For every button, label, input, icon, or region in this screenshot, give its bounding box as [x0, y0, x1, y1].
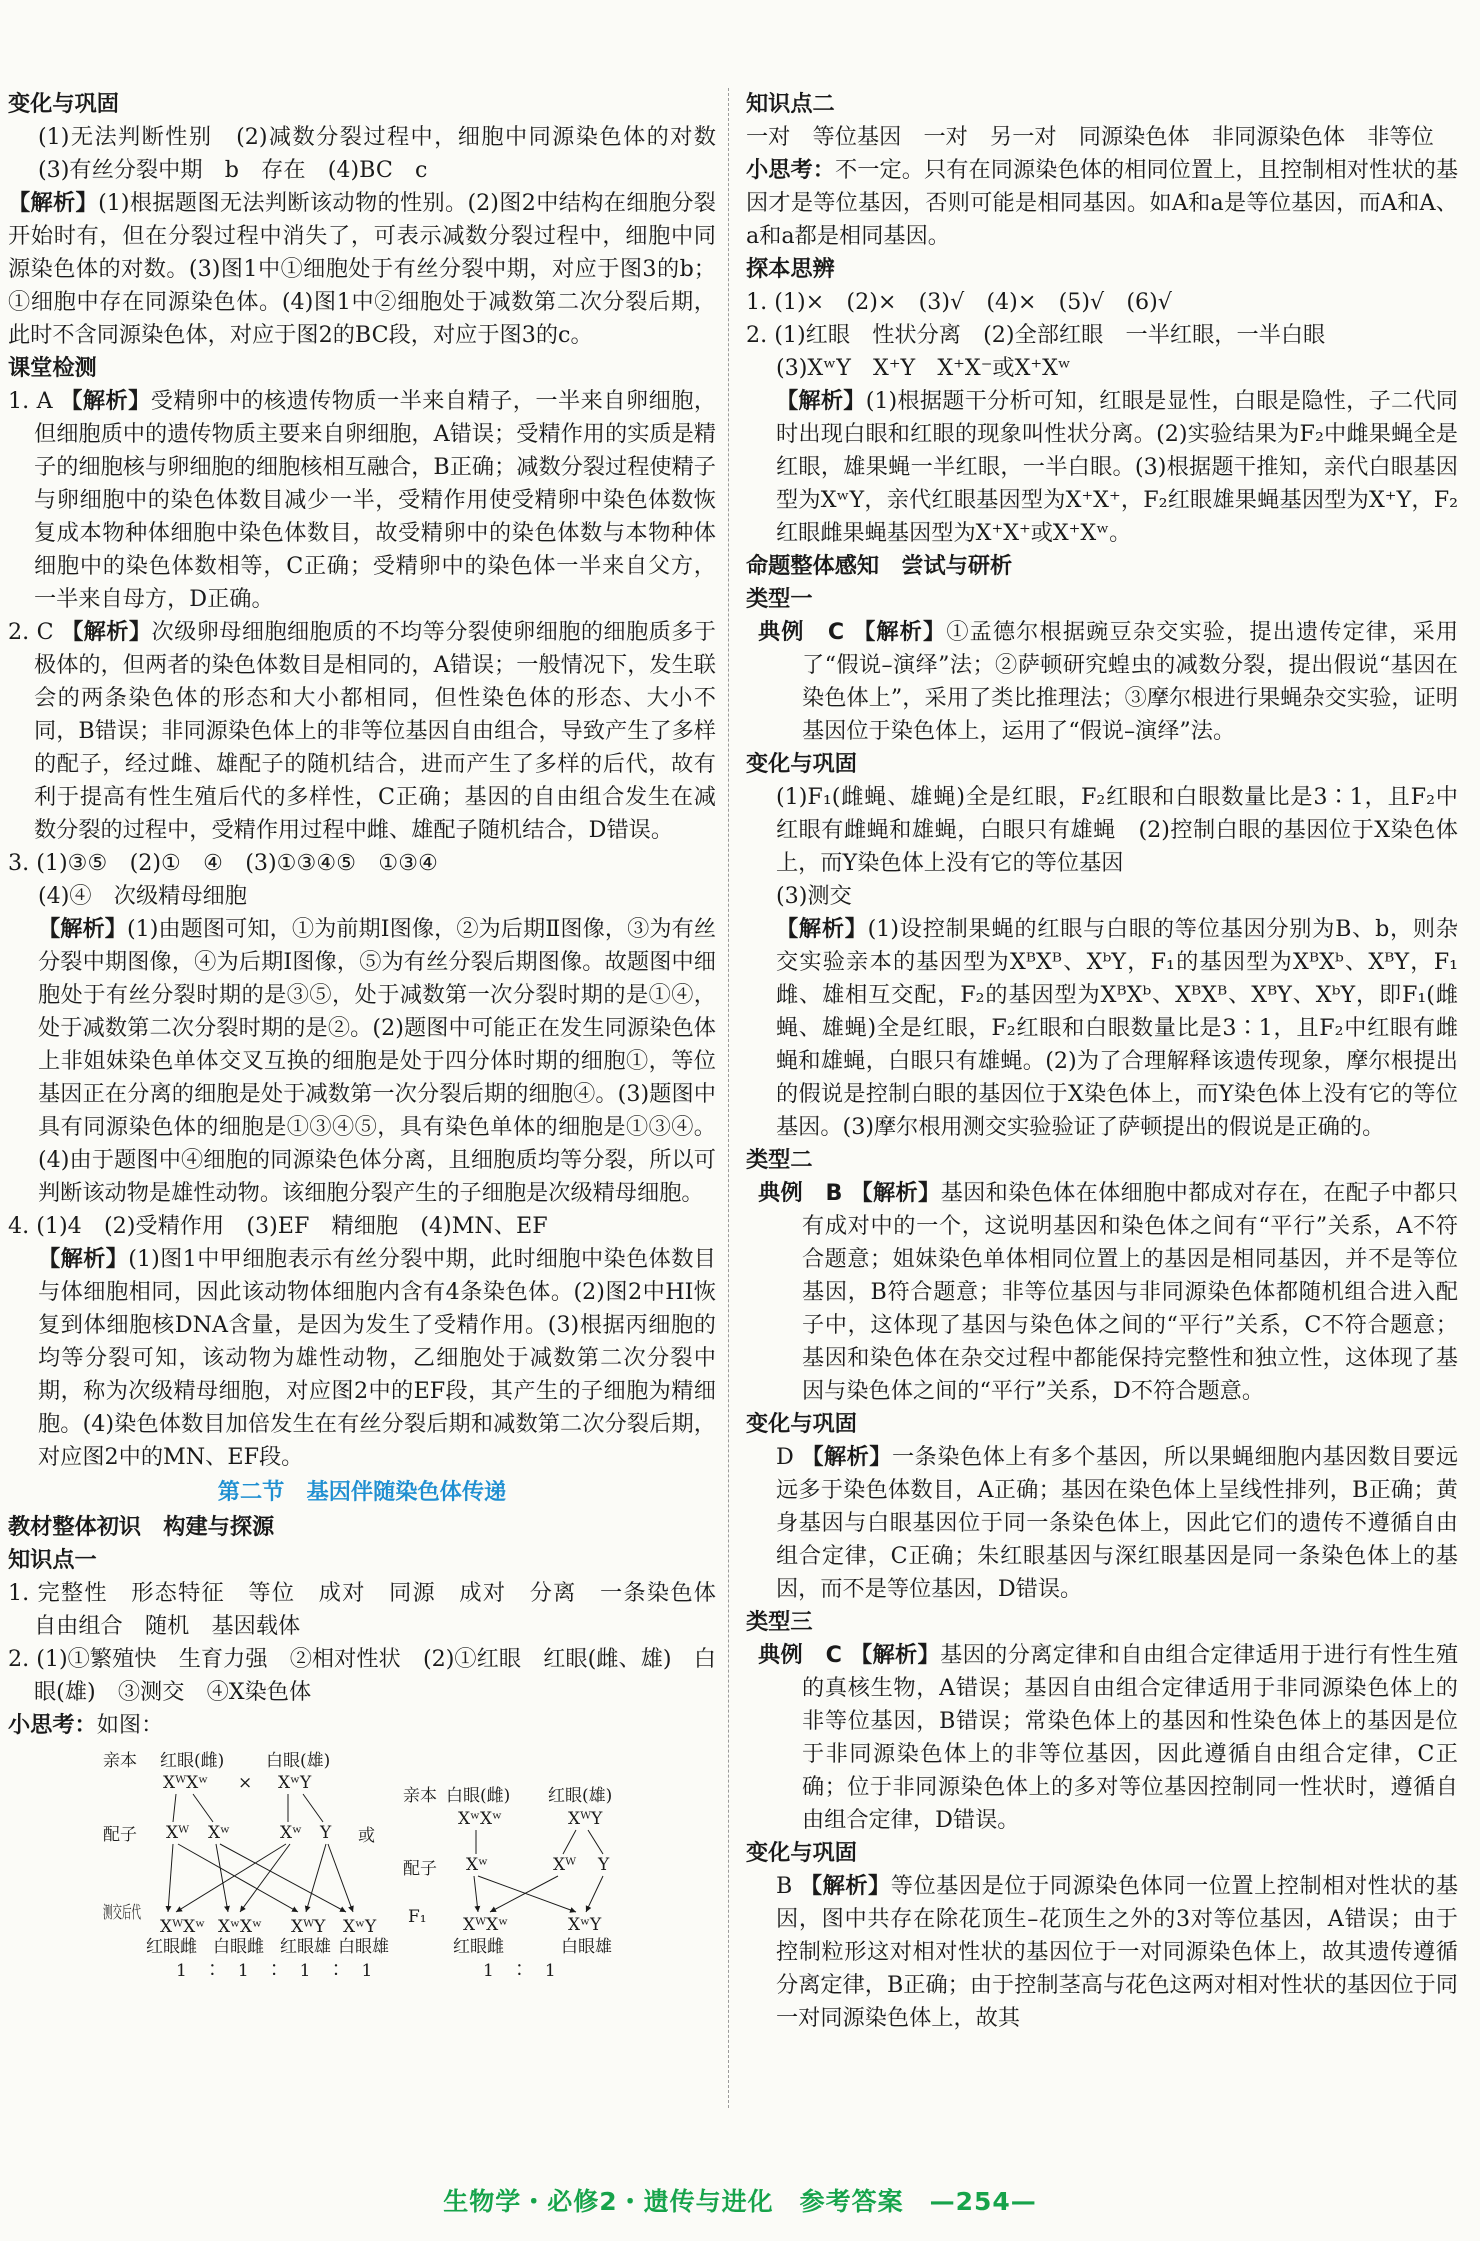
analysis-text: (1)根据题图无法判断该动物的性别。(2)图2中结构在细胞分裂开始时有，但在分裂过程中消失了，可表示减数分裂过程中，细胞中同源染色体的对数。(3)图1中①细胞处于有丝分裂中期，对应于图3的b；①细胞中存在同源染色体。(4)图1中②细胞处于减数第二次分裂后期，此时不含同源染色体，对应于图2的BC段，对应于图3的c。 — [8, 190, 716, 348]
section-heading: 课堂检测 — [8, 355, 97, 381]
analysis-text: (1)设控制果蝇的红眼与白眼的等位基因分别为B、b，则杂交实验亲本的基因型为XᴮXᴮ、XᵇY，F₁的基因型为XᴮXᵇ、XᴮY，F₁雌、雄相互交配，F₂的基因型为XᴮXᵇ、XᴮXᴮ、XᴮY、XᵇY，即F₁(雌蝇、雄蝇)全是红眼，F₂红眼和白眼数量比是3∶1，且F₂中红眼有雌蝇和雄蝇，白眼只有雄蝇。(2)为了合理解释该遗传现象，摩尔根提出的假说是控制白眼的基因位于X染色体上，而Y染色体上没有它的等位基因。(3)摩尔根用测交实验验证了萨顿提出的假说是正确的。 — [776, 916, 1459, 1140]
analysis-text: (1)图1中甲细胞表示有丝分裂中期，此时细胞中染色体数目与体细胞相同，因此该动物体细胞内含有4条染色体。(2)图2中HI恢复到体细胞核DNA含量，是因为发生了受精作用。(3)根据丙细胞的均等分裂可知，该动物为雄性动物，乙细胞处于减数第二次分裂中期，称为次级精母细胞，对应图2中的EF段，其产生的子细胞为精细胞。(4)染色体数目加倍发生在有丝分裂后期和减数第二次分裂后期，对应图2中的MN、EF段。 — [38, 1246, 716, 1470]
explanation-paragraph — [8, 187, 716, 352]
explanation-paragraph — [746, 154, 1458, 253]
right-column — [746, 88, 1458, 2035]
male-geno-a: XʷY — [278, 1773, 312, 1793]
analysis-text: 次级卵母细胞细胞质的不均等分裂使卵细胞的细胞质多于极体的，但两者的染色体数目是相同的，A错误；一般情况下，发生联会的两条染色体的形态和大小都相同，但性染色体的形态、大小不同，B错误；非同源染色体上的非等位基因自由组合，导致产生了多样的配子，经过雌、雄配子的随机结合，进而产生了多样的后代，故有利于提高有性生殖后代的多样性，C正确；基因的自由组合发生在减数分裂的过程中，受精作用过程中雌、雄配子随机结合，D错误。 — [34, 619, 716, 843]
analysis-text: 受精卵中的核遗传物质一半来自精子，一半来自卵细胞，但细胞质中的遗传物质主要来自卵细胞，A错误；受精作用的实质是精子的细胞核与卵细胞的细胞核相互融合，B正确；减数分裂过程使精子与卵细胞中的染色体数目减少一半，受精作用使受精卵中染色体数恢复成本物种体细胞中染色体数目，故受精卵中的染色体数与本物种体细胞中的染色体数相等，C正确；受精卵中的染色体一半来自父方，一半来自母方，D正确。 — [34, 388, 717, 612]
analysis-text: ①孟德尔根据豌豆杂交实验，提出遗传定律，采用了“假说–演绎”法；②萨顿研究蝗虫的减数分裂，提出假说“基因在染色体上”，采用了类比推理法；③摩尔根进行果蝇杂交实验，证明基因位于染色体上，运用了“假说–演绎”法。 — [802, 619, 1459, 744]
pheno-a3: 红眼雄 — [280, 1937, 331, 1957]
parents-label-b: 亲本 — [403, 1786, 437, 1806]
answer-text: (1)F₁(雌蝇、雄蝇)全是红眼，F₂红眼和白眼数量比是3∶1，且F₂中红眼有雌蝇和雄蝇，白眼只有雄蝇 (2)控制白眼的基因位于X染色体上，而Y染色体上没有它的等位基因 — [776, 784, 1458, 876]
answer-key: D — [776, 1444, 802, 1470]
explanation-paragraph — [8, 1243, 716, 1474]
female-geno-a: XᵂXʷ — [163, 1773, 209, 1793]
section-title: 第二节 基因伴随染色体传递 — [217, 1479, 507, 1505]
section-heading: 类型三 — [746, 1609, 813, 1635]
analysis-label: 小思考： — [746, 157, 836, 183]
gamete-a2: Xʷ — [208, 1823, 231, 1843]
offspring-a3: XᵂY — [291, 1917, 326, 1937]
analysis-label: 【解析】 — [61, 619, 152, 645]
analysis-label: 【解析】 — [853, 619, 947, 645]
female-pheno-b: 白眼(雌) — [446, 1786, 511, 1806]
analysis-label: 【解析】 — [38, 916, 127, 942]
analysis-label: 【解析】 — [801, 1444, 892, 1470]
answer-text: 1. (1)× (2)× (3)√ (4)× (5)√ (6)√ — [746, 289, 1172, 315]
pheno-b2: 白眼雄 — [561, 1937, 612, 1957]
answer-text: (4)④ 次级精母细胞 — [38, 883, 247, 909]
gamete-b1: Xʷ — [466, 1855, 489, 1875]
answer-text: 一对 等位基因 一对 另一对 同源染色体 非同源染色体 非等位 — [746, 124, 1434, 150]
analysis-label: 【解析】 — [799, 1873, 891, 1899]
explanation-paragraph — [746, 1441, 1458, 1606]
answer-text: (1)无法判断性别 (2)减数分裂过程中，细胞中同源染色体的对数 (3)有丝分裂中期 b 存在 (4)BC c — [38, 124, 739, 183]
answer-key: 典例 C — [758, 619, 854, 645]
section-heading: 变化与巩固 — [746, 1411, 857, 1437]
explanation-paragraph — [746, 913, 1458, 1144]
analysis-text: 一条染色体上有多个基因，所以果蝇细胞内基因数目要远远多于染色体数目，A正确；基因在染色体上呈线性排列，B正确；黄身基因与白眼基因位于同一条染色体上，因此它们的遗传不遵循自由组合定律，C正确；朱红眼基因与深红眼基因是同一条染色体上的基因，而不是等位基因，D错误。 — [776, 1444, 1459, 1602]
answer-key: 2. C — [8, 619, 62, 645]
answer-text: 1. 完整性 形态特征 等位 成对 同源 成对 分离 一条染色体 自由组合 随机 基因载体 — [8, 1580, 739, 1639]
analysis-text: 不一定。只有在同源染色体的相同位置上，且控制相对性状的基因才是等位基因，否则可能是相同基因。如A和a是等位基因，而A和A、a和a都是相同基因。 — [746, 157, 1459, 249]
answer-text: 2. (1)①繁殖快 生育力强 ②相对性状 (2)①红眼 红眼(雌、雄) 白眼(雄) ③测交 ④X染色体 — [8, 1646, 716, 1705]
section-heading: 教材整体初识 构建与探源 — [8, 1514, 275, 1540]
analysis-label: 【解析】 — [8, 190, 99, 216]
or-text: 或 — [358, 1826, 375, 1846]
pheno-a2: 白眼雌 — [213, 1937, 264, 1957]
answer-key: B — [776, 1873, 800, 1899]
section-heading: 变化与巩固 — [746, 751, 857, 777]
explanation-paragraph — [8, 616, 716, 847]
analysis-label: 【解析】 — [38, 1246, 129, 1272]
answer-text: 4. (1)4 (2)受精作用 (3)EF 精细胞 (4)MN、EF — [8, 1213, 548, 1239]
left-column — [8, 88, 739, 1989]
section-heading: 变化与巩固 — [8, 91, 119, 117]
answer-key: 1. A — [8, 388, 61, 414]
gamete-label-a: 配子 — [103, 1825, 137, 1845]
explanation-paragraph — [746, 616, 1458, 748]
analysis-text: (1)根据题干分析可知，红眼是显性，白眼是隐性，子二代同时出现白眼和红眼的现象叫性状分离。(2)实验结果为F₂中雌果蝇全是红眼，雄果蝇一半红眼，一半白眼。(3)根据题干推知，亲代白眼基因型为XʷY，亲代红眼基因型为X⁺X⁺，F₂红眼雄果蝇基因型为X⁺Y，F₂红眼雌果蝇基因型为X⁺X⁺或X⁺Xʷ。 — [776, 388, 1458, 546]
page-footer: 生物学・必修2・遗传与进化 参考答案 —254— — [443, 2187, 1037, 2216]
male-geno-b: XᵂY — [568, 1809, 603, 1829]
ratio-b: 1 ∶ 1 — [483, 1961, 556, 1981]
answer-text: (3)XʷY X⁺Y X⁺X⁻或X⁺Xʷ — [776, 355, 1071, 381]
explanation-paragraph — [746, 1870, 1458, 2035]
pheno-b1: 红眼雌 — [453, 1937, 504, 1957]
answer-text: 3. (1)③⑤ (2)① ④ (3)①③④⑤ ①③④ — [8, 850, 439, 876]
offspring-b1: XᵂXʷ — [463, 1915, 509, 1935]
section-heading: 命题整体感知 尝试与研析 — [746, 553, 1013, 579]
cross-sign: × — [238, 1773, 253, 1793]
explanation-paragraph — [746, 1177, 1458, 1408]
analysis-text: 等位基因是位于同源染色体同一位置上控制相对性状的基因，图中共存在除花顶生–花顶生之外的3对等位基因，A错误；由于控制粒形这对相对性状的基因位于一对同源染色体上，故其遗传遵循分离定律，B正确；由于控制茎高与花色这两对相对性状的基因位于同一对同源染色体上，故其 — [776, 1873, 1459, 2031]
explanation-paragraph — [8, 1709, 716, 1742]
analysis-label: 【解析】 — [776, 388, 866, 414]
column-divider — [728, 88, 729, 2108]
offspring-a4: XʷY — [343, 1917, 377, 1937]
section-heading: 探本思辨 — [746, 256, 835, 282]
answer-key: 典例 B — [758, 1180, 851, 1206]
analysis-label: 【解析】 — [849, 1642, 941, 1668]
explanation-paragraph — [8, 913, 716, 1210]
offspring-label-a: 测交后代 — [103, 1903, 141, 1923]
ratio-a: 1 ∶ 1 ∶ 1 ∶ 1 — [176, 1961, 373, 1981]
f1-label: F₁ — [408, 1907, 427, 1927]
gamete-a3: Xʷ — [280, 1823, 303, 1843]
analysis-label: 小思考： — [8, 1712, 97, 1738]
explanation-paragraph — [746, 1639, 1458, 1837]
gamete-a4: Y — [320, 1823, 332, 1843]
male-pheno-b: 红眼(雄) — [548, 1786, 613, 1806]
section-heading: 知识点二 — [746, 91, 835, 117]
explanation-paragraph — [8, 385, 716, 616]
section-heading: 类型一 — [746, 586, 813, 612]
gamete-a1: Xᵂ — [166, 1823, 190, 1843]
gamete-b2: Xᵂ — [553, 1855, 577, 1875]
section-heading: 知识点一 — [8, 1547, 97, 1573]
pheno-a1: 红眼雌 — [146, 1937, 197, 1957]
gamete-b3: Y — [598, 1855, 610, 1875]
analysis-label: 【解析】 — [60, 388, 151, 414]
answer-text: (3)测交 — [776, 883, 852, 909]
analysis-text: 基因和染色体在体细胞中都成对存在，在配子中都只有成对中的一个，这说明基因和染色体之间有“平行”关系，A不符合题意；姐妹染色单体相同位置上的基因是相同基因，并不是等位基因，B符合题意；非等位基因与非同源染色体都随机组合进入配子中，这体现了基因与染色体之间的“平行”关系，C不符合题意；基因和染色体在杂交过程中都能保持完整性和独立性，这体现了基因与染色体之间的“平行”关系，D不符合题意。 — [802, 1180, 1459, 1404]
female-geno-b: XʷXʷ — [458, 1809, 503, 1829]
offspring-a2: XʷXʷ — [218, 1917, 263, 1937]
answer-key: 典例 C — [758, 1642, 850, 1668]
gamete-label-b: 配子 — [403, 1859, 437, 1879]
parents-label-a: 亲本 — [103, 1751, 137, 1771]
offspring-b2: XʷY — [568, 1915, 602, 1935]
genetic-cross-diagram — [8, 1746, 708, 1984]
female-pheno-a: 红眼(雌) — [160, 1751, 225, 1771]
analysis-label: 【解析】 — [776, 916, 868, 942]
analysis-label: 【解析】 — [850, 1180, 941, 1206]
explanation-paragraph — [746, 385, 1458, 550]
pheno-a4: 白眼雄 — [338, 1937, 389, 1957]
analysis-text: 基因的分离定律和自由组合定律适用于进行有性生殖的真核生物，A错误；基因自由组合定律适用于非同源染色体上的非等位基因，B错误；常染色体上的基因和性染色体上的基因是位于非同源染色体上的非等位基因，因此遵循自由组合定律，C正确；位于非同源染色体上的多对等位基因控制同一性状时，遵循自由组合定律，D错误。 — [802, 1642, 1459, 1833]
section-heading: 类型二 — [746, 1147, 813, 1173]
cross-diagram — [8, 1746, 716, 1989]
section-heading: 变化与巩固 — [746, 1840, 857, 1866]
male-pheno-a: 白眼(雄) — [266, 1751, 331, 1771]
analysis-text: (1)由题图可知，①为前期Ⅰ图像，②为后期Ⅱ图像，③为有丝分裂中期图像，④为后期Ⅰ图像，⑤为有丝分裂后期图像。故题图中细胞处于有丝分裂时期的是③⑤，处于减数第一次分裂时期的是①④，处于减数第二次分裂时期的是②。(2)题图中可能正在发生同源染色体上非姐妹染色单体交叉互换的细胞是处于四分体时期的细胞①，等位基因正在分离的细胞是处于减数第一次分裂后期的细胞④。(3)题图中具有同源染色体的细胞是①③④⑤，具有染色单体的细胞是①③④。(4)由于题图中④细胞的同源染色体分离，且细胞质均等分裂，所以可判断该动物是雄性动物。该细胞分裂产生的子细胞是次级精母细胞。 — [38, 916, 716, 1206]
answer-text: 2. (1)红眼 性状分离 (2)全部红眼 一半红眼，一半白眼 — [746, 322, 1326, 348]
analysis-text: 如图： — [96, 1712, 164, 1738]
offspring-a1: XᵂXʷ — [160, 1917, 206, 1937]
